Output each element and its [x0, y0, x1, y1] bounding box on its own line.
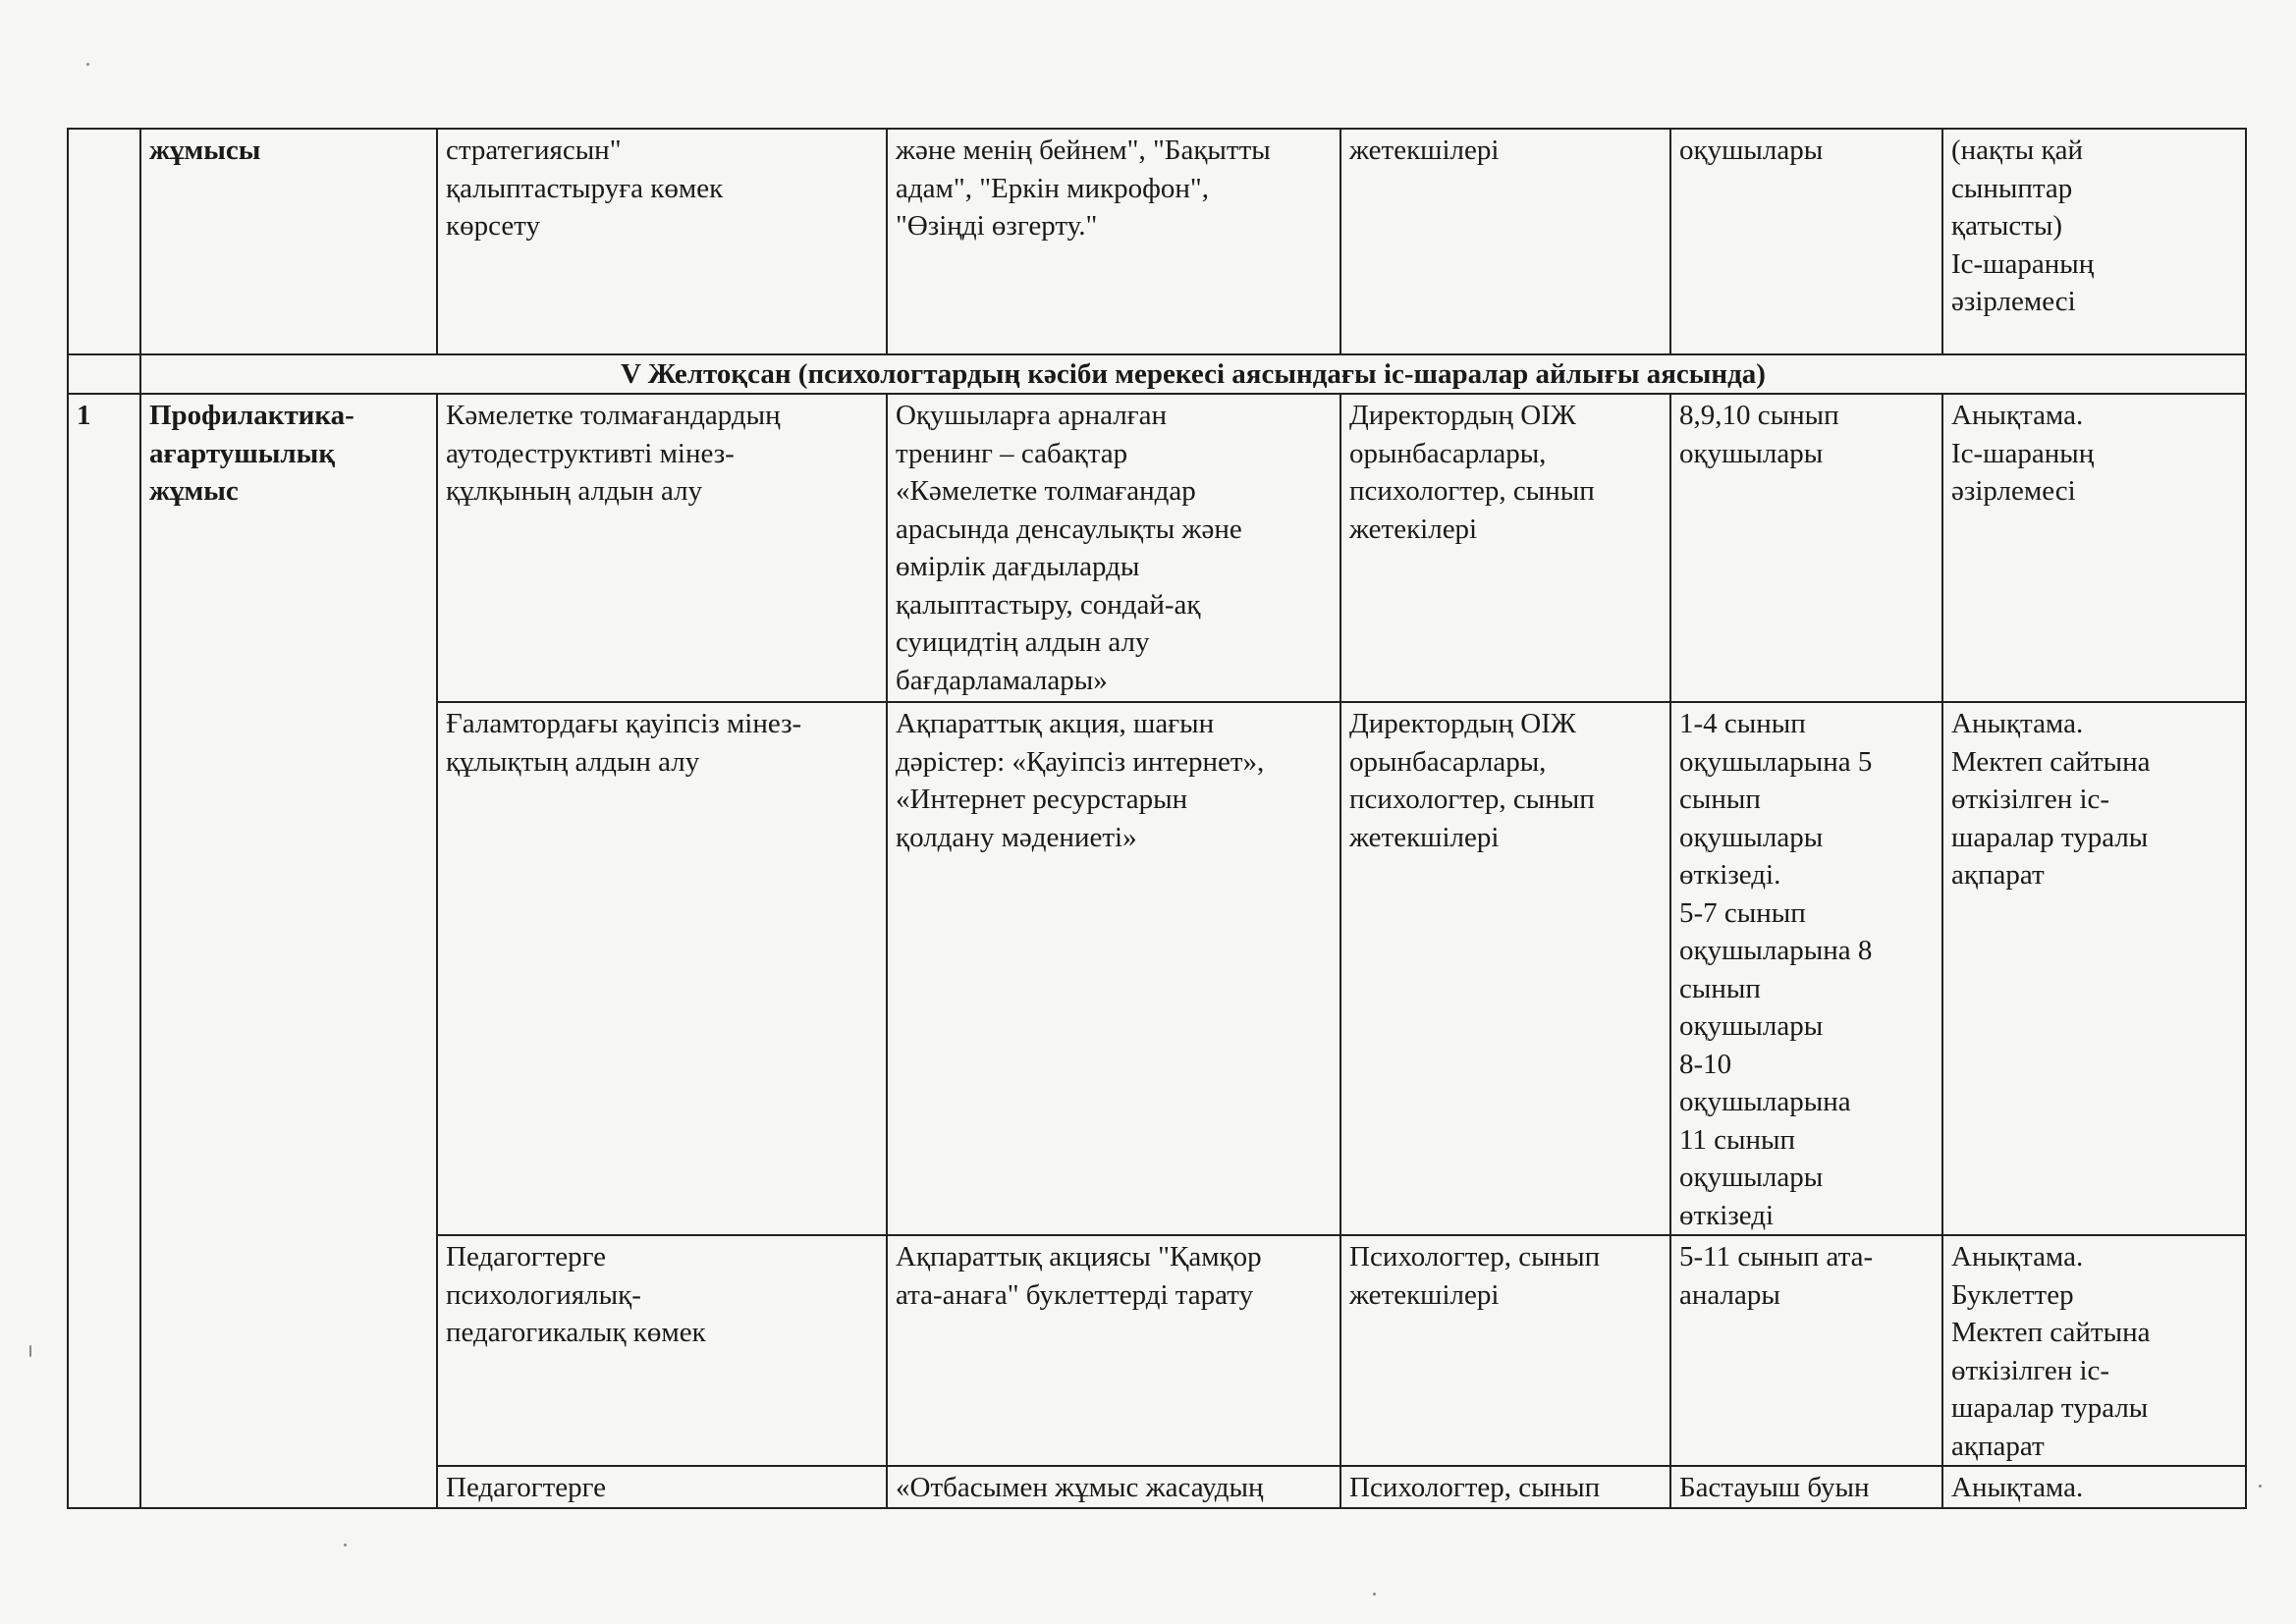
result-cell: Анықтама. Буклеттер Мектеп сайтына өткізілген іс- шаралар туралы ақпарат [1942, 1235, 2246, 1466]
work-plan-table [67, 128, 2247, 1509]
number-cell [68, 129, 140, 354]
participants-cell: 1-4 сынып оқушыларына 5 сынып оқушылары өткізеді. 5-7 сынып оқушыларына 8 сынып оқушылары 8-10 оқушыларына 11 сынып оқушылары өткізеді [1670, 702, 1942, 1235]
participants-cell: Бастауыш буын [1670, 1466, 1942, 1508]
scan-speck [2259, 1485, 2262, 1488]
participants-cell: оқушылары [1670, 129, 1942, 354]
table-row-continued [68, 129, 2246, 354]
activity-cell: Оқушыларға арналған тренинг – сабақтар «Кәмелетке толмағандар арасында денсаулықты және өмірлік дағдыларды қалыптастыру, сондай-ақ суицидтің алдын алу бағдарламалары» [887, 394, 1340, 702]
responsible-cell: жетекшілері [1340, 129, 1670, 354]
row-number-cell: 1 [68, 394, 140, 1508]
result-cell: Анықтама. Мектеп сайтына өткізілген іс- шаралар туралы ақпарат [1942, 702, 2246, 1235]
section-number-cell [68, 354, 140, 394]
scan-speck [344, 1543, 347, 1546]
scan-speck [29, 1345, 31, 1357]
responsible-cell: Директордың ОІЖ орынбасарлары, психологтер, сынып жетекшілері [1340, 702, 1670, 1235]
responsible-cell: Психологтер, сынып жетекшілері [1340, 1235, 1670, 1466]
section-header-row [68, 354, 2246, 394]
direction-cell: жұмысы [140, 129, 437, 354]
scan-speck [86, 63, 89, 66]
task-cell: Педагогтерге [437, 1466, 887, 1508]
activity-cell: Ақпараттық акция, шағын дәрістер: «Қауіпсіз интернет», «Интернет ресурстарын қолдану мәдениеті» [887, 702, 1340, 1235]
responsible-cell: Психологтер, сынып [1340, 1466, 1670, 1508]
participants-cell: 5-11 сынып ата- аналары [1670, 1235, 1942, 1466]
activity-cell: және менің бейнем", "Бақытты адам", "Еркін микрофон", "Өзіңді өзгерту." [887, 129, 1340, 354]
task-cell: Педагогтерге психологиялық- педагогикалық көмек [437, 1235, 887, 1466]
result-cell: Анықтама. Іс-шараның әзірлемесі [1942, 394, 2246, 702]
result-cell: (нақты қай сыныптар қатысты) Іс-шараның әзірлемесі [1942, 129, 2246, 354]
task-cell: Ғаламтордағы қауіпсіз мінез- құлықтың алдын алу [437, 702, 887, 1235]
section-title: V Желтоқсан (психологтардың кәсіби мерекесі аясындағы іс-шаралар айлығы аясында) [140, 354, 2246, 394]
direction-cell: Профилактика- ағартушылық жұмыс [140, 394, 437, 1508]
table-row [68, 394, 2246, 702]
task-cell: Кәмелетке толмағандардың аутодеструктивті мінез- құлқының алдын алу [437, 394, 887, 702]
responsible-cell: Директордың ОІЖ орынбасарлары, психологтер, сынып жетекілері [1340, 394, 1670, 702]
scan-speck [1373, 1593, 1376, 1596]
activity-cell: Ақпараттық акциясы "Қамқор ата-анаға" буклеттерді тарату [887, 1235, 1340, 1466]
result-cell: Анықтама. [1942, 1466, 2246, 1508]
task-cell: стратегиясын" қалыптастыруға көмек көрсету [437, 129, 887, 354]
participants-cell: 8,9,10 сынып оқушылары [1670, 394, 1942, 702]
activity-cell: «Отбасымен жұмыс жасаудың [887, 1466, 1340, 1508]
